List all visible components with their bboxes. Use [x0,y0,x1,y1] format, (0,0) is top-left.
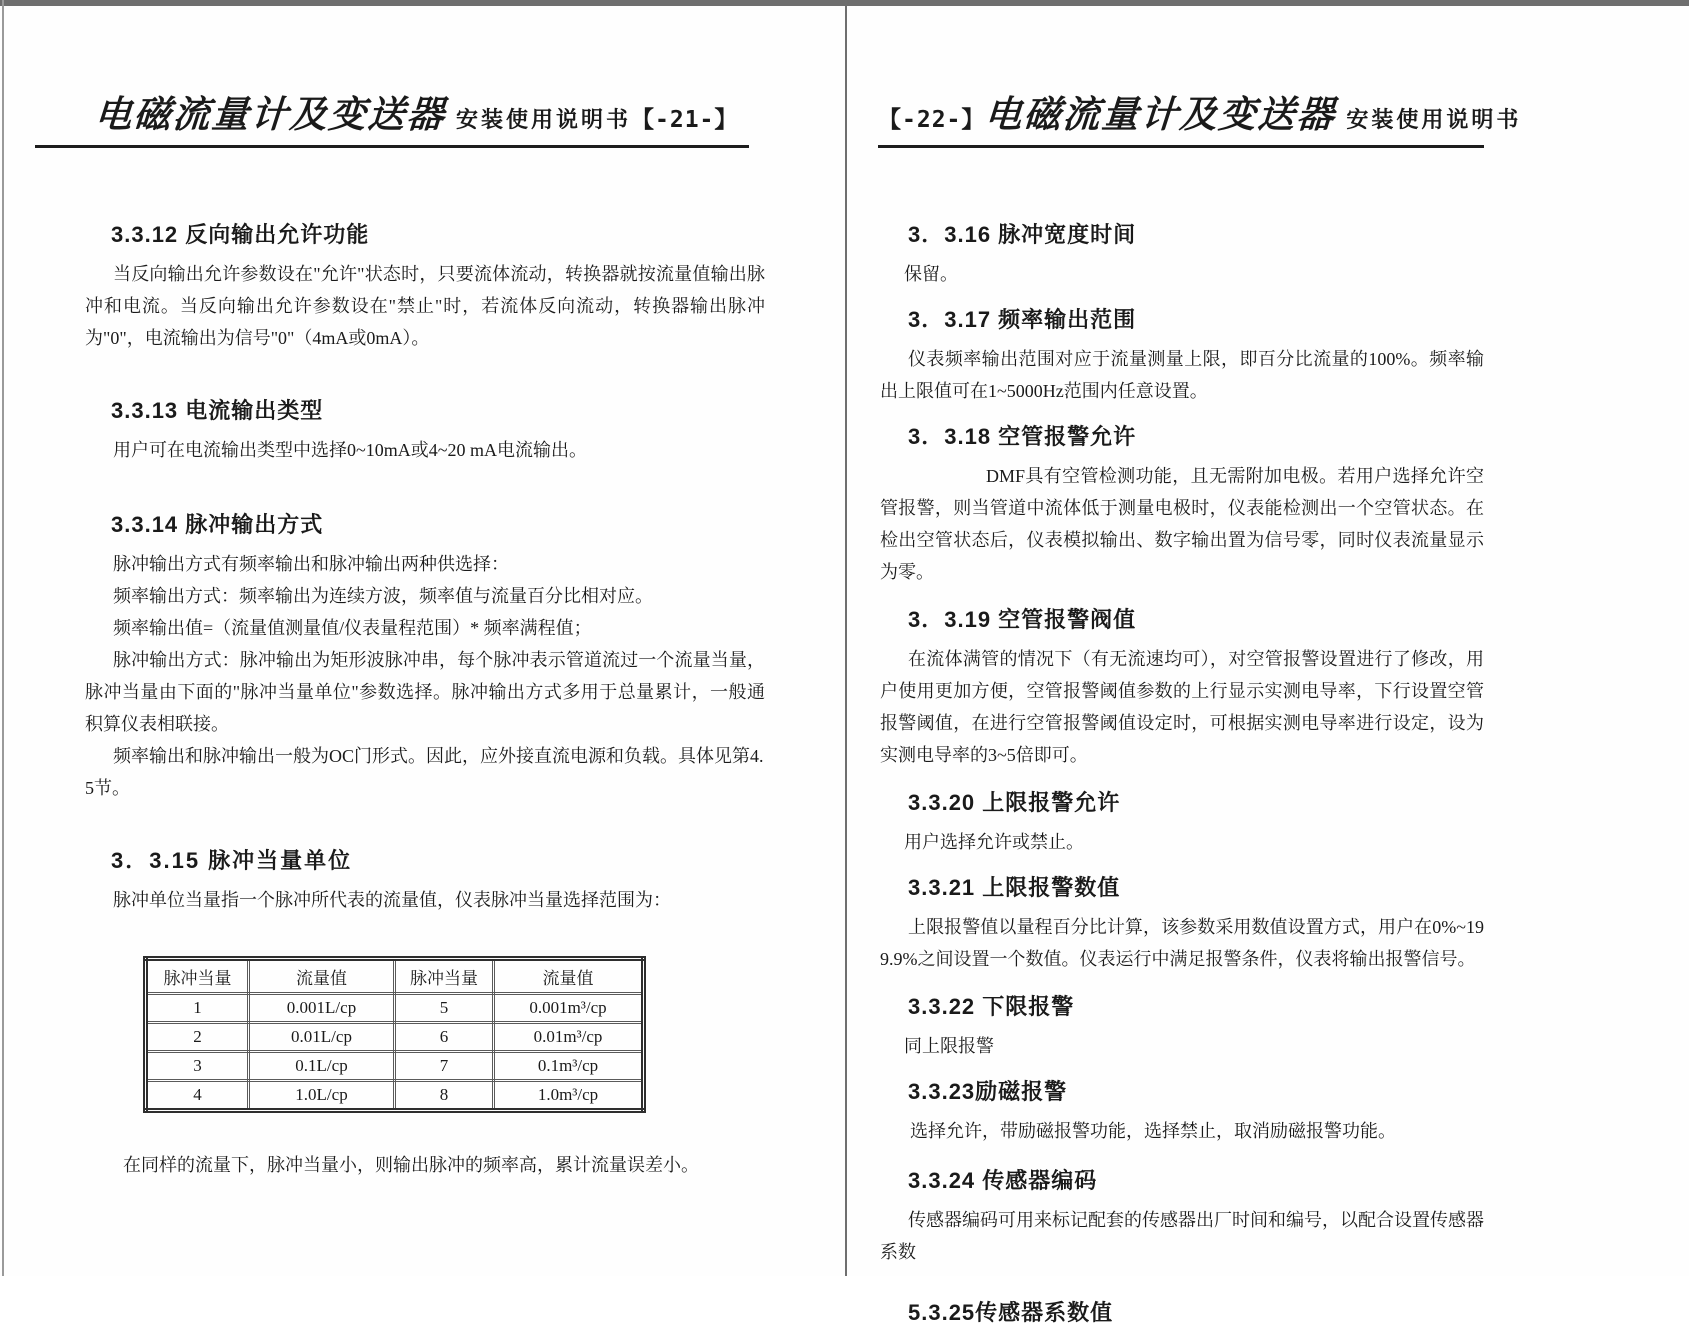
section-heading: 3.3.21 上限报警数值 [908,875,1121,900]
table-cell: 1.0m³/cp [494,1081,644,1111]
section-3-3-14 [85,508,765,804]
paragraph: 选择允许，带励磁报警功能，选择禁止，取消励磁报警功能。 [910,1121,1396,1141]
table-cell: 0.001m³/cp [494,994,644,1023]
page-right [878,0,1522,1336]
section-3-3-16 [880,218,1484,290]
paragraph: 仪表频率输出范围对应于流量测量上限，即百分比流量的100%。频率输出上限值可在1~5000Hz范围内任意设置。 [880,349,1484,401]
paragraph: 在流体满管的情况下（有无流速均可），对空管报警设置进行了修改，用户使用更加方便，空管报警阈值参数的上行显示实测电导率，下行设置空管报警阈值，在进行空管报警阈值设定时，可根据实测电导率进行设定，设为实测电导率的3~5倍即可。 [880,649,1484,765]
paragraph: 频率输出和脉冲输出一般为OC门形式。因此，应外接直流电源和负载。具体见第4.5节。 [85,746,764,798]
section-3-3-17 [880,303,1484,407]
paragraph: 保留。 [904,264,958,284]
section-3-3-20 [880,786,1484,858]
table-footnote: 在同样的流量下，脉冲当量小，则输出脉冲的频率高，累计流量误差小。 [123,1155,699,1175]
doc-title: 电磁流量计及变送器 [93,94,448,135]
table-cell: 2 [146,1023,249,1052]
paragraph: 用户可在电流输出类型中选择0~10mA或4~20 mA电流输出。 [113,440,587,460]
paragraph: 同上限报警 [904,1036,994,1056]
paragraph: 传感器编码可用来标记配套的传感器出厂时间和编号，以配合设置传感器系数 [880,1210,1484,1262]
table-header-cell: 流量值 [249,959,395,994]
table-cell: 4 [146,1081,249,1111]
section-heading: 3．3.17 频率输出范围 [908,307,1137,332]
table-cell: 0.1m³/cp [494,1052,644,1081]
title-group [95,84,631,138]
section-heading: 5.3.25传感器系数值 [908,1300,1114,1325]
table-cell: 0.01L/cp [249,1023,395,1052]
doc-header-right [878,84,1522,148]
table-header-row [146,959,644,994]
section-heading: 3.3.12 反向输出允许功能 [111,222,370,247]
section-heading: 3.3.14 脉冲输出方式 [111,512,324,537]
table-row [146,994,644,1023]
section-3-3-21 [880,871,1484,975]
section-heading: 3.3.22 下限报警 [908,994,1075,1019]
table-cell: 7 [395,1052,494,1081]
page-divider [845,0,847,1276]
section-3-3-13 [85,394,765,466]
section-heading: 3．3.16 脉冲宽度时间 [908,222,1137,247]
title-group [985,84,1521,138]
paragraph: 上限报警值以量程百分比计算，该参数采用数值设置方式，用户在0%~199.9%之间设置一个数值。仪表运行中满足报警条件，仪表将输出报警信号。 [880,917,1484,969]
section-heading: 3.3.20 上限报警允许 [908,790,1121,815]
table-cell: 3 [146,1052,249,1081]
section-heading: 3．3.18 空管报警允许 [908,424,1137,449]
pulse-equivalent-table [143,956,646,1113]
table-cell: 1 [146,994,249,1023]
table-cell: 5 [395,994,494,1023]
table-row [146,1052,644,1081]
paragraph: DMF具有空管检测功能，且无需附加电极。若用户选择允许空管报警，则当管道中流体低于测量电极时，仪表能检测出一个空管状态。在检出空管状态后，仪表模拟输出、数字输出置为信号零，同时仪表流量显示为零。 [880,466,1484,582]
section-heading: 3.3.13 电流输出类型 [111,398,324,423]
section-3-3-24 [880,1164,1484,1268]
paragraph: 当反向输出允许参数设在"允许"状态时，只要流体流动，转换器就按流量值输出脉冲和电流。当反向输出允许参数设在"禁止"时，若流体反向流动，转换器输出脉冲为"0"，电流输出为信号"0"（4mA或0mA）。 [85,264,765,348]
doc-subtitle: 安装使用说明书 [456,107,632,132]
table-cell: 1.0L/cp [249,1081,395,1111]
page-right-content [880,218,1484,1327]
page-number-right: 【-22-】 [878,107,986,133]
section-3-3-12 [85,218,765,354]
table-row [146,1081,644,1111]
table-cell: 0.01m³/cp [494,1023,644,1052]
section-heading: 3.3.23励磁报警 [908,1079,1068,1104]
section-heading: 3．3.15 脉冲当量单位 [111,848,353,873]
paragraph: 频率输出值=（流量值测量值/仪表量程范围）* 频率满程值； [113,618,592,638]
table-cell: 8 [395,1081,494,1111]
section-3-3-15 [85,844,765,916]
paragraph: 脉冲输出方式有频率输出和脉冲输出两种供选择： [113,554,509,574]
doc-title: 电磁流量计及变送器 [983,94,1338,135]
table-cell: 0.001L/cp [249,994,395,1023]
paragraph: 用户选择允许或禁止。 [904,832,1084,852]
doc-header-left [35,84,749,148]
section-3-3-22 [880,990,1484,1062]
section-heading: 3．3.19 空管报警阀值 [908,607,1137,632]
paragraph: 脉冲单位当量指一个脉冲所代表的流量值，仪表脉冲当量选择范围为： [113,890,671,910]
page-number-left: 【-21-】 [631,107,739,133]
section-3-3-18 [880,420,1484,588]
paragraph: 频率输出方式：频率输出为连续方波，频率值与流量百分比相对应。 [113,586,653,606]
page-left-content [85,218,765,1181]
section-heading: 3.3.24 传感器编码 [908,1168,1098,1193]
page-left [35,0,765,1181]
section-3-3-23 [880,1075,1484,1147]
section-5-3-25 [880,1296,1484,1327]
doc-subtitle: 安装使用说明书 [1346,107,1522,132]
scan-left-edge [2,0,4,1276]
section-3-3-19 [880,603,1484,771]
table-row [146,1023,644,1052]
table-cell: 0.1L/cp [249,1052,395,1081]
table-header-cell: 流量值 [494,959,644,994]
table-cell: 6 [395,1023,494,1052]
table-header-cell: 脉冲当量 [395,959,494,994]
table-header-cell: 脉冲当量 [146,959,249,994]
paragraph: 脉冲输出方式：脉冲输出为矩形波脉冲串，每个脉冲表示管道流过一个流量当量，脉冲当量由下面的"脉冲当量单位"参数选择。脉冲输出方式多用于总量累计，一般通积算仪表相联接。 [85,650,765,734]
